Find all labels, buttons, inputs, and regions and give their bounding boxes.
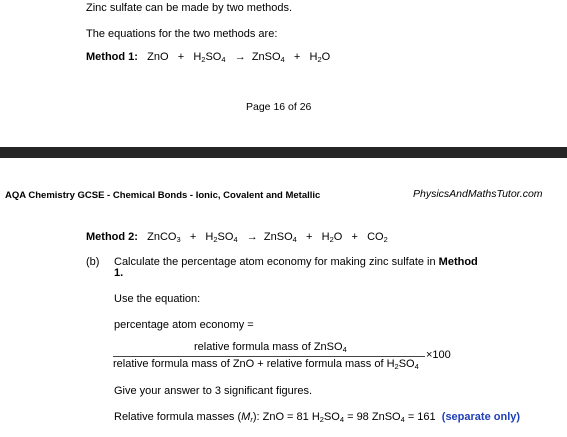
page-break-band xyxy=(0,147,567,158)
eq1-h2so4: $H_2SO_4$ xyxy=(193,51,226,64)
relative-formula-masses: Relative formula masses $(M_r)$: ZnO = 81 $H_2SO_4 = 98$ ZnSO$_4$ = 161 (separate only) xyxy=(114,411,521,424)
question-text: Calculate the percentage atom economy for making zinc sulfate in Method xyxy=(114,256,478,268)
fraction-denominator: relative formula mass of ZnO + relative formula mass of $H_2SO_4$ xyxy=(113,358,419,371)
page-number: Page 16 of 26 xyxy=(246,101,312,113)
times-100: ×100 xyxy=(426,349,451,361)
arrow-icon: → xyxy=(246,231,258,243)
atom-economy-label: percentage atom economy = xyxy=(114,319,254,331)
arrow-icon: → xyxy=(234,51,246,63)
eq1-h2o: $H_2O$ xyxy=(309,51,331,64)
method1-equation: Method 1: ZnO + $H_2SO_4$ → ZnSO$_4$ + $H_2O$ xyxy=(86,51,331,64)
eq2-znso4: ZnSO$_4$ xyxy=(263,231,297,244)
question-part-label: (b) xyxy=(86,256,100,268)
eq1-zno: ZnO xyxy=(147,51,169,63)
eq2-co2: $CO_2$ xyxy=(367,231,388,244)
fraction-numerator: relative formula mass of ZnSO$_4$ xyxy=(194,341,347,354)
question-text-line2: 1. xyxy=(114,267,124,279)
eq2-znco3: ZnCO$_3$ xyxy=(147,231,181,244)
equations-intro: The equations for the two methods are: xyxy=(86,28,278,40)
use-equation: Use the equation: xyxy=(114,293,201,305)
header-site: PhysicsAndMathsTutor.com xyxy=(413,188,543,200)
intro-line: Zinc sulfate can be made by two methods. xyxy=(86,2,293,14)
eq1-znso4: ZnSO$_4$ xyxy=(251,51,285,64)
header-title: AQA Chemistry GCSE - Chemical Bonds - Ionic, Covalent and Metallic xyxy=(5,190,321,201)
separate-only-badge: (separate only) xyxy=(441,411,521,423)
method1-label: Method 1 xyxy=(86,51,135,63)
eq2-h2o: $H_2O$ xyxy=(321,231,343,244)
method2-equation: Method 2: ZnCO$_3$ + $H_2SO_4$ → ZnSO$_4$ + $H_2O$ + $CO_2$ xyxy=(86,231,388,244)
eq2-h2so4: $H_2SO_4$ xyxy=(205,231,238,244)
fraction-line xyxy=(113,356,425,357)
method2-label: Method 2 xyxy=(86,231,135,243)
sig-figs-instruction: Give your answer to 3 significant figures. xyxy=(114,385,313,397)
